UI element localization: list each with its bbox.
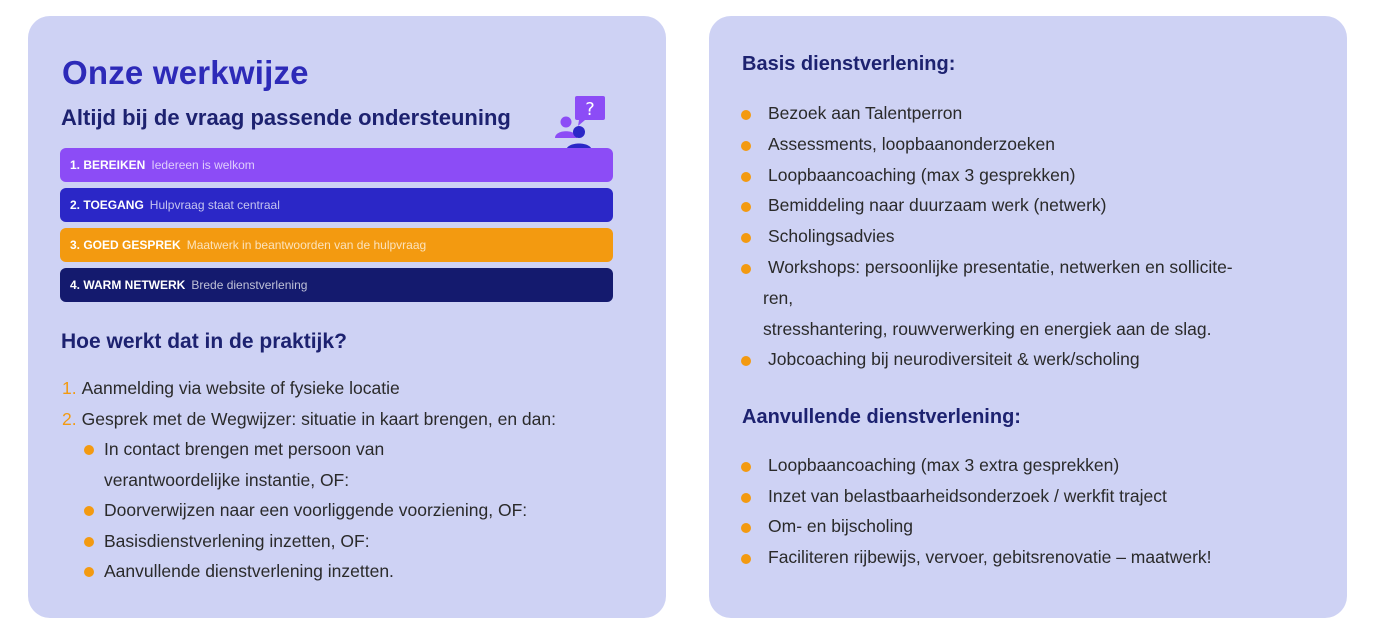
list-item (741, 160, 1331, 191)
step-text: Gesprek met de Wegwijzer: situatie in kaart brengen, en dan: (81, 408, 556, 429)
step-description: Hulpvraag staat centraal (149, 198, 280, 212)
step-text: Aanmelding via website of fysieke locatie (81, 378, 400, 398)
item-text: Jobcoaching bij neurodiversiteit & werk/scholing (768, 349, 1140, 370)
item-text-continued: stresshantering, rouwverwerking en energiek aan de slag. (763, 318, 1212, 339)
step-title: 4. WARM NETWERK (70, 278, 186, 292)
step-warm-netwerk (60, 268, 613, 302)
step-description: Maatwerk in beantwoorden van de hulpvraag (186, 238, 427, 252)
bullet-dot-icon (741, 493, 751, 503)
page-title: Onze werkwijze (62, 54, 309, 91)
subtitle: Altijd bij de vraag passende ondersteuning (61, 105, 511, 130)
practice-options-list (84, 434, 644, 587)
list-item (741, 252, 1331, 344)
step-number: 2. (62, 408, 77, 429)
step-goed-gesprek (60, 228, 613, 262)
bullet-dot-icon (741, 233, 751, 243)
option-text-continued: verantwoordelijke instantie, OF: (104, 469, 350, 490)
bullet-dot-icon (741, 110, 751, 120)
item-text: Faciliteren rijbewijs, vervoer, gebitsrenovatie – maatwerk! (768, 546, 1212, 567)
item-text: Assessments, loopbaanonderzoeken (768, 133, 1055, 154)
svg-text:?: ? (585, 99, 595, 120)
list-item (741, 481, 1331, 512)
list-item (741, 190, 1331, 221)
basis-heading: Basis dienstverlening: (742, 53, 956, 75)
bullet-dot-icon (741, 141, 751, 151)
people-question-icon (552, 95, 608, 151)
bullet-dot-icon (741, 202, 751, 212)
list-item (741, 542, 1331, 573)
option-text: Doorverwijzen naar een voorliggende voorziening, OF: (104, 500, 528, 520)
werkwijze-card (28, 16, 666, 618)
step-title: 2. TOEGANG (70, 198, 144, 212)
item-text: Workshops: persoonlijke presentatie, netwerken en sollicite- (768, 256, 1233, 277)
item-text: Bezoek aan Talentperron (768, 103, 963, 123)
list-item (84, 434, 644, 495)
bullet-dot-icon (741, 554, 751, 564)
item-text: Bemiddeling naar duurzaam werk (netwerk) (768, 195, 1107, 216)
list-item (741, 221, 1331, 252)
list-item (741, 344, 1331, 375)
list-item (84, 526, 644, 557)
dienstverlening-card (709, 16, 1347, 618)
list-item (62, 404, 652, 435)
item-text: Scholingsadvies (768, 226, 895, 247)
list-item (741, 511, 1331, 542)
item-text-continued: ren, (763, 287, 794, 308)
aanvullende-services-list (741, 450, 1331, 572)
step-title: 3. GOED GESPREK (70, 238, 181, 252)
practice-steps-list (62, 373, 652, 434)
bullet-dot-icon (741, 356, 751, 366)
step-number: 1. (62, 378, 77, 398)
bullet-dot-icon (84, 537, 94, 547)
item-text: Loopbaancoaching (max 3 gesprekken) (768, 164, 1076, 185)
list-item (741, 129, 1331, 160)
aanvullend-heading: Aanvullende dienstverlening: (742, 406, 1021, 428)
step-description: Brede dienstverlening (191, 278, 308, 292)
basis-services-list (741, 98, 1331, 375)
bullet-dot-icon (741, 462, 751, 472)
list-item (84, 556, 644, 587)
bullet-dot-icon (84, 567, 94, 577)
list-item (741, 98, 1331, 129)
practice-heading: Hoe werkt dat in de praktijk? (61, 330, 347, 353)
step-bereiken (60, 148, 613, 182)
list-item (84, 495, 644, 526)
bullet-dot-icon (84, 506, 94, 516)
list-item (62, 373, 652, 404)
item-text: Loopbaancoaching (max 3 extra gesprekken) (768, 455, 1120, 475)
bullet-dot-icon (741, 264, 751, 274)
item-text: Inzet van belastbaarheidsonderzoek / werkfit traject (768, 485, 1167, 506)
step-description: Iedereen is welkom (151, 158, 255, 172)
option-text: Basisdienstverlening inzetten, OF: (104, 530, 370, 551)
bullet-dot-icon (84, 445, 94, 455)
item-text: Om- en bijscholing (768, 516, 913, 536)
step-title: 1. BEREIKEN (70, 158, 146, 172)
bullet-dot-icon (741, 523, 751, 533)
step-toegang (60, 188, 613, 222)
list-item (741, 450, 1331, 481)
option-text: Aanvullende dienstverlening inzetten. (104, 561, 394, 581)
option-text: In contact brengen met persoon van (104, 439, 385, 459)
bullet-dot-icon (741, 172, 751, 182)
